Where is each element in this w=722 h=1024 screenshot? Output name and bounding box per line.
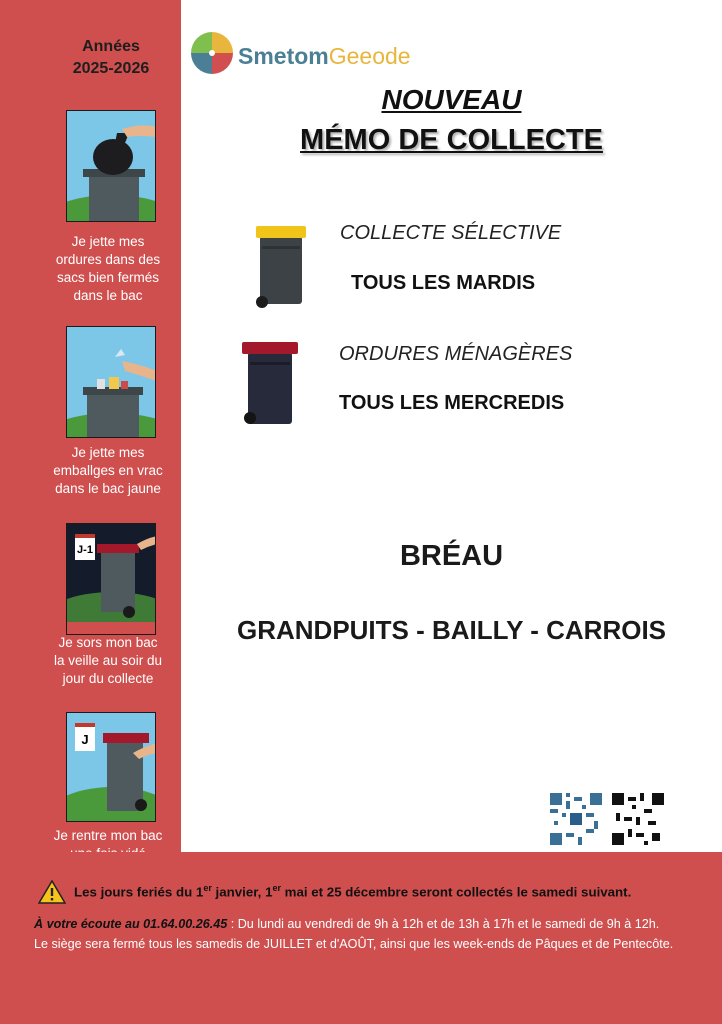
calendar-icon: J — [75, 723, 95, 751]
title-memo: MÉMO DE COLLECTE — [300, 124, 603, 156]
caption-line: dans le bac jaune — [55, 481, 161, 496]
holiday-sup: er — [203, 883, 212, 893]
holiday-sup: er — [272, 883, 281, 893]
caption-line: la veille au soir du — [53, 653, 163, 668]
qr-code-facebook-icon[interactable] — [550, 793, 602, 845]
contact-phone[interactable]: À votre écoute au 01.64.00.26.45 — [34, 917, 228, 931]
caption-line: Je jette mes — [71, 445, 145, 460]
logo-text-geeode: Geeode — [328, 43, 411, 69]
collecte-selective-label: COLLECTE SÉLECTIVE — [340, 222, 562, 244]
step-3-caption — [40, 634, 176, 688]
collecte-selective-day: TOUS LES MARDIS — [351, 272, 536, 294]
title-nouveau: NOUVEAU — [381, 84, 522, 115]
holiday-notice — [74, 883, 631, 899]
yellow-bin-icon — [252, 220, 310, 315]
years-line2: 2025-2026 — [72, 60, 150, 77]
illustration-packaging-in-bin — [66, 326, 156, 438]
logo-wordmark — [238, 42, 411, 70]
caption-line: emballges en vrac — [53, 463, 163, 478]
illustration-bag-in-bin — [66, 110, 156, 222]
years-label — [52, 36, 170, 80]
ordures-menageres-label: ORDURES MÉNAGÈRES — [339, 343, 573, 365]
qr-code-icon[interactable] — [612, 793, 664, 845]
warning-icon — [38, 880, 66, 909]
calendar-icon: J-1 — [75, 534, 95, 560]
closure-notice: Le siège sera fermé tous les samedis de JUILLET et d'AOÛT, ainsi que les week-ends de Pâques et de Pentecôte. — [34, 937, 674, 951]
holiday-text: Les jours feriés du 1 — [74, 884, 204, 900]
town-main: BRÉAU — [399, 540, 504, 572]
ordures-menageres-day: TOUS LES MERCREDIS — [339, 392, 565, 414]
caption-line: jour du collecte — [62, 671, 154, 686]
illustration-bin-out-evening — [66, 523, 156, 635]
caption-line: dans le bac — [73, 288, 143, 303]
step-2-caption — [40, 444, 176, 498]
town-others: GRANDPUITS - BAILLY - CARROIS — [236, 615, 667, 645]
caption-line: sacs bien fermés — [56, 270, 160, 285]
holiday-text: mai et 25 décembre seront collectés le samedi suivant. — [280, 884, 632, 900]
step-1-caption — [40, 233, 176, 305]
illustration-bin-back — [66, 712, 156, 822]
caption-line: Je rentre mon bac — [53, 828, 163, 843]
contact-info — [34, 914, 694, 954]
smetom-logo-icon — [191, 32, 233, 79]
caption-line: Je jette mes — [71, 234, 145, 249]
logo-text-smetom: Smetom — [238, 43, 329, 69]
contact-hours: : Du lundi au vendredi de 9h à 12h et de 13h à 17h et le samedi de 9h à 12h. — [227, 917, 660, 931]
red-lid-bin-icon — [238, 338, 302, 433]
caption-line: ordures dans des — [55, 252, 161, 267]
holiday-text: janvier, 1 — [211, 884, 273, 900]
caption-line: Je sors mon bac — [58, 635, 158, 650]
years-line1: Années — [82, 38, 140, 55]
